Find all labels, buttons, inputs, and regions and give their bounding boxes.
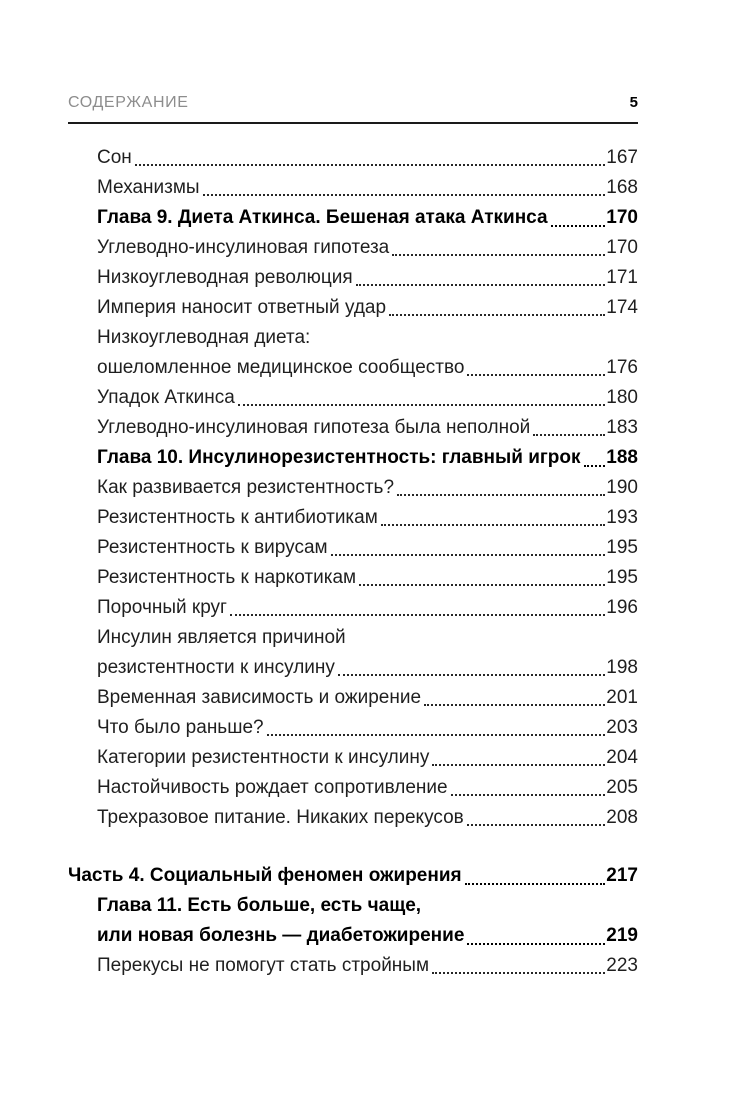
dot-leader xyxy=(432,951,605,974)
toc-entry-title: Трехразовое питание. Никаких перекусов xyxy=(97,807,464,828)
toc-entry xyxy=(97,891,638,951)
page-header xyxy=(68,93,638,113)
toc-entry xyxy=(97,323,638,383)
toc-entry-page-number: 198 xyxy=(606,657,638,678)
toc-entry xyxy=(97,173,638,203)
toc-entry-title: Глава 9. Диета Аткинса. Бешеная атака Аткинса xyxy=(97,207,548,228)
dot-leader xyxy=(432,743,605,766)
toc-entry xyxy=(97,263,638,293)
toc-entry-title: Перекусы не помогут стать стройным xyxy=(97,955,430,976)
toc-entry xyxy=(97,713,638,743)
toc-entry xyxy=(97,773,638,803)
toc-entry-page-number: 205 xyxy=(606,777,638,798)
toc-entry-title: Империя наносит ответный удар xyxy=(97,297,387,318)
toc-entry-title: Резистентность к антибиотикам xyxy=(97,507,378,528)
toc-entry-title: Упадок Аткинса xyxy=(97,387,235,408)
dot-leader xyxy=(424,683,605,706)
toc-entry-title-line1: Инсулин является причиной xyxy=(97,627,346,648)
toc-entry-title-line1: Низкоуглеводная диета: xyxy=(97,327,311,348)
toc-entry-title: Низкоуглеводная революция xyxy=(97,267,353,288)
toc-entry-page-number: 195 xyxy=(606,567,638,588)
toc-entry xyxy=(97,443,638,473)
toc-entry-page-number: 174 xyxy=(606,297,638,318)
toc-entry xyxy=(97,803,638,833)
dot-leader xyxy=(356,263,606,286)
toc-entry-page-number: 217 xyxy=(606,865,638,886)
toc-entry-title-line2: или новая болезнь — диабетожирение xyxy=(97,925,465,946)
toc-entry xyxy=(97,413,638,443)
toc-entry xyxy=(97,951,638,981)
toc-entry-title: Углеводно-инсулиновая гипотеза xyxy=(97,237,390,258)
toc-entry-title-line2: резистентности к инсулину xyxy=(97,657,335,678)
toc-entry-page-number: 168 xyxy=(606,177,638,198)
dot-leader xyxy=(392,233,605,256)
toc-entry xyxy=(97,533,638,563)
toc-entry-page-number: 188 xyxy=(606,447,638,468)
toc-entry-page-number: 171 xyxy=(606,267,638,288)
toc-entry xyxy=(97,293,638,323)
toc-entry-title-line1: Глава 11. Есть больше, есть чаще, xyxy=(97,895,422,916)
toc-entry-page-number: 204 xyxy=(606,747,638,768)
toc-entry xyxy=(97,623,638,683)
toc-entry xyxy=(97,233,638,263)
toc-entry-title-line2: ошеломленное медицинское сообщество xyxy=(97,357,465,378)
dot-leader xyxy=(230,593,605,616)
toc-entry-page-number: 176 xyxy=(606,357,638,378)
toc-entry-title: Порочный круг xyxy=(97,597,227,618)
dot-leader xyxy=(465,861,606,885)
toc-entry-title: Глава 10. Инсулинорезистентность: главный игрок xyxy=(97,447,581,468)
toc-entry-title: Временная зависимость и ожирение xyxy=(97,687,422,708)
dot-leader xyxy=(389,293,605,316)
toc-entry-title: Резистентность к наркотикам xyxy=(97,567,357,588)
toc-entry xyxy=(97,203,638,233)
toc-entry xyxy=(68,861,638,891)
dot-leader xyxy=(584,443,606,467)
toc-entry-page-number: 180 xyxy=(606,387,638,408)
toc-entry-title: Часть 4. Социальный феномен ожирения xyxy=(68,865,462,886)
dot-leader xyxy=(533,413,605,436)
dot-leader xyxy=(467,353,605,376)
toc-entry-title: Что было раньше? xyxy=(97,717,264,738)
toc-entry-title: Механизмы xyxy=(97,177,200,198)
toc-entry xyxy=(97,743,638,773)
toc-entry-page-number: 167 xyxy=(606,147,638,168)
toc-entry xyxy=(97,143,638,173)
toc-entry-page-number: 195 xyxy=(606,537,638,558)
dot-leader xyxy=(467,921,605,945)
page-header-title: СОДЕРЖАНИЕ xyxy=(68,94,189,111)
toc-entry-page-number: 183 xyxy=(606,417,638,438)
toc-entry-page-number: 170 xyxy=(606,207,638,228)
header-divider xyxy=(68,122,638,124)
toc-entry xyxy=(97,593,638,623)
toc-entry-page-number: 223 xyxy=(606,955,638,976)
page-number: 5 xyxy=(629,94,638,111)
toc-entry-page-number: 219 xyxy=(606,925,638,946)
toc-entry-title: Сон xyxy=(97,147,132,168)
toc-entry xyxy=(97,683,638,713)
dot-leader xyxy=(359,563,605,586)
toc-entry-page-number: 201 xyxy=(606,687,638,708)
toc-entry xyxy=(97,563,638,593)
dot-leader xyxy=(381,503,606,526)
toc-entry-title: Углеводно-инсулиновая гипотеза была неполной xyxy=(97,417,531,438)
dot-leader xyxy=(338,653,605,676)
toc-entry xyxy=(97,503,638,533)
toc-entry-title: Настойчивость рождает сопротивление xyxy=(97,777,448,798)
dot-leader xyxy=(267,713,606,736)
dot-leader xyxy=(135,143,606,166)
toc-entry-page-number: 190 xyxy=(606,477,638,498)
dot-leader xyxy=(451,773,606,796)
toc-entry-page-number: 203 xyxy=(606,717,638,738)
dot-leader xyxy=(238,383,606,406)
toc-list xyxy=(68,143,638,981)
toc-entry-title: Как развивается резистентность? xyxy=(97,477,395,498)
toc-entry-page-number: 193 xyxy=(606,507,638,528)
dot-leader xyxy=(203,173,606,196)
toc-entry-title: Категории резистентности к инсулину xyxy=(97,747,430,768)
dot-leader xyxy=(467,803,606,826)
dot-leader xyxy=(331,533,606,556)
dot-leader xyxy=(397,473,605,496)
toc-entry-title: Резистентность к вирусам xyxy=(97,537,328,558)
toc-entry xyxy=(97,473,638,503)
dot-leader xyxy=(551,203,606,227)
toc-entry-page-number: 196 xyxy=(606,597,638,618)
toc-entry-page-number: 208 xyxy=(606,807,638,828)
toc-entry xyxy=(97,383,638,413)
toc-entry-page-number: 170 xyxy=(606,237,638,258)
